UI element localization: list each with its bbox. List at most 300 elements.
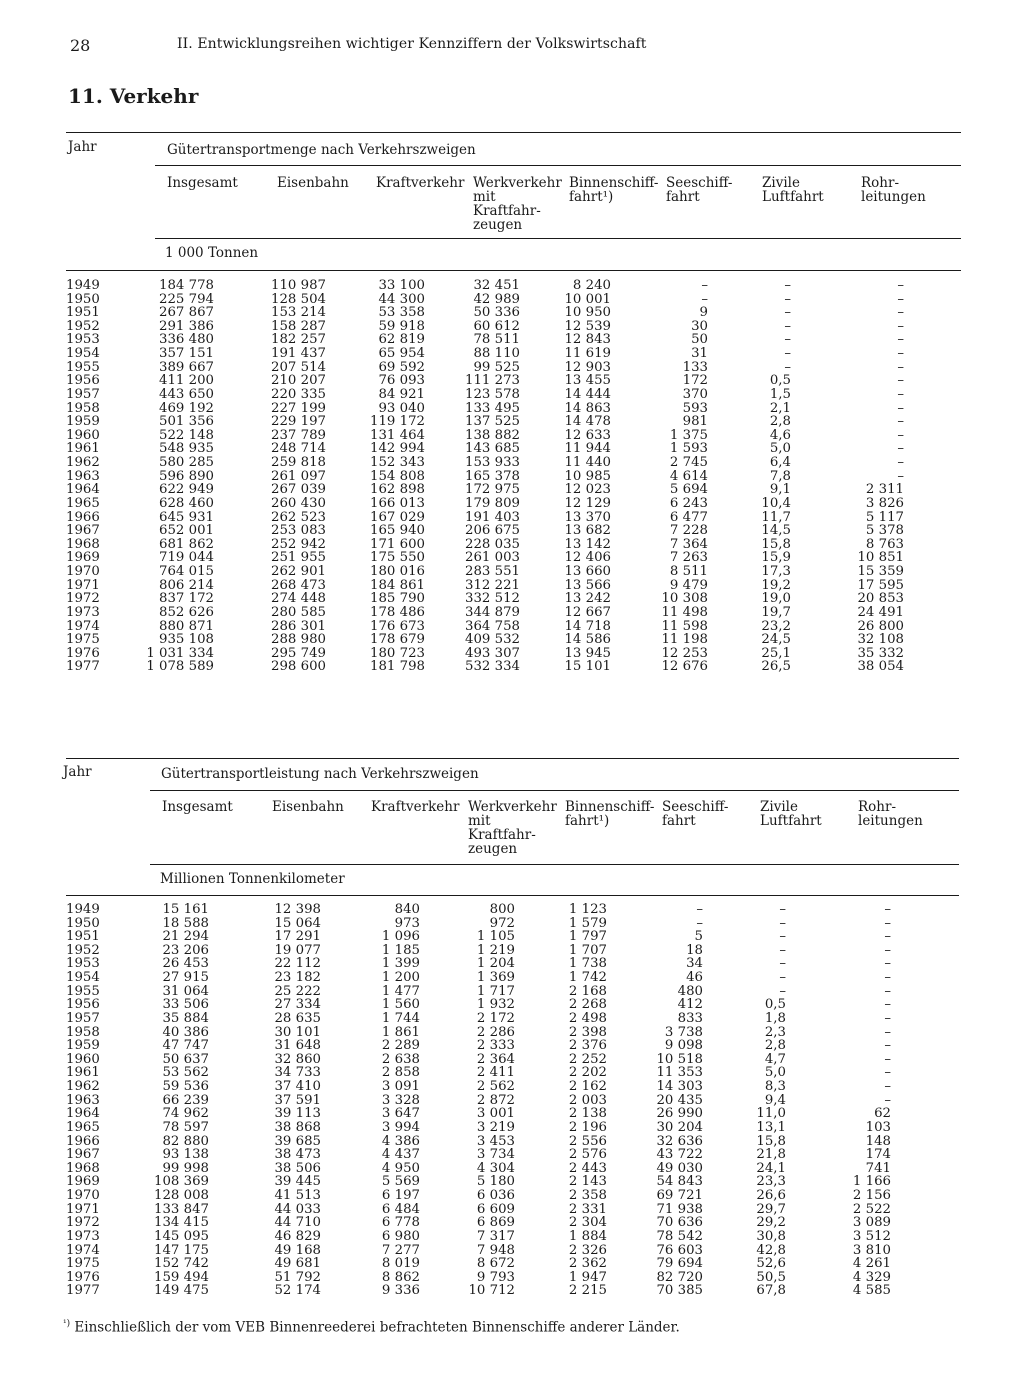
cell-binnenschiffahrt: 12 129 (564, 495, 611, 511)
running-head-title: II. Entwicklungsreihen wichtiger Kennziffern der Volkswirtschaft (177, 36, 647, 52)
cell-eisenbahn: 267 039 (271, 482, 326, 498)
cell-seeschiffahrt: 593 (682, 400, 708, 416)
cell-year: 1958 (66, 400, 100, 416)
cell-eisenbahn: 28 635 (274, 1010, 321, 1026)
table-header-bottom-rule (66, 270, 961, 271)
cell-werkverkehr: 312 221 (465, 577, 520, 593)
cell-binnenschiffahrt: 13 682 (564, 523, 611, 539)
cell-zivile-luftfahrt: 2,1 (769, 400, 791, 416)
cell-eisenbahn: 220 335 (271, 386, 326, 402)
cell-eisenbahn: 210 207 (271, 373, 326, 389)
cell-werkverkehr: 8 672 (476, 1256, 515, 1272)
cell-binnenschiffahrt: 12 633 (564, 427, 611, 443)
cell-seeschiffahrt: 9 (699, 305, 708, 321)
cell-seeschiffahrt: – (696, 902, 703, 917)
cell-kraftverkehr: 7 277 (381, 1242, 420, 1258)
cell-rohrleitungen: 26 800 (857, 618, 904, 634)
cell-eisenbahn: 17 291 (274, 929, 321, 945)
cell-seeschiffahrt: 11 198 (661, 632, 708, 648)
cell-binnenschiffahrt: 15 101 (564, 659, 611, 675)
cell-year: 1962 (66, 1079, 100, 1095)
table-row (0, 415, 1024, 429)
cell-year: 1955 (66, 359, 100, 375)
cell-zivile-luftfahrt: 5,0 (764, 1065, 786, 1081)
table-row (0, 1012, 1024, 1026)
table-row (0, 402, 1024, 416)
cell-werkverkehr: 3 001 (476, 1106, 515, 1122)
cell-binnenschiffahrt: 2 443 (568, 1160, 607, 1176)
cell-kraftverkehr: 1 185 (381, 942, 420, 958)
cell-zivile-luftfahrt: 17,3 (761, 564, 791, 580)
cell-seeschiffahrt: 82 720 (656, 1269, 703, 1285)
col-header-seeschiffahrt: Seeschiff- fahrt (662, 799, 729, 829)
cell-zivile-luftfahrt: – (784, 305, 791, 321)
cell-seeschiffahrt: 11 498 (661, 604, 708, 620)
cell-year: 1970 (66, 1188, 100, 1204)
cell-eisenbahn: 268 473 (271, 577, 326, 593)
cell-zivile-luftfahrt: 52,6 (756, 1256, 786, 1272)
cell-werkverkehr: 972 (489, 915, 515, 931)
unit-rule-top (150, 864, 959, 865)
cell-kraftverkehr: 4 950 (381, 1160, 420, 1176)
cell-werkverkehr: 2 411 (476, 1065, 515, 1081)
cell-insgesamt: 18 588 (162, 915, 209, 931)
cell-year: 1974 (66, 618, 100, 634)
table-row (0, 998, 1024, 1012)
cell-kraftverkehr: 8 862 (381, 1269, 420, 1285)
cell-zivile-luftfahrt: 19,0 (761, 591, 791, 607)
cell-kraftverkehr: 2 858 (381, 1065, 420, 1081)
cell-rohrleitungen: – (884, 902, 891, 917)
cell-eisenbahn: 153 214 (271, 305, 326, 321)
cell-insgesamt: 389 667 (159, 359, 214, 375)
cell-kraftverkehr: 6 778 (381, 1215, 420, 1231)
cell-eisenbahn: 44 033 (274, 1201, 321, 1217)
cell-zivile-luftfahrt: 0,5 (764, 997, 786, 1013)
cell-werkverkehr: 409 532 (465, 632, 520, 648)
cell-binnenschiffahrt: 1 738 (568, 956, 607, 972)
table-row (0, 429, 1024, 443)
cell-eisenbahn: 128 504 (271, 291, 326, 307)
cell-werkverkehr: 283 551 (465, 564, 520, 580)
cell-zivile-luftfahrt: 30,8 (756, 1228, 786, 1244)
cell-kraftverkehr: 6 197 (381, 1188, 420, 1204)
cell-kraftverkehr: 973 (394, 915, 420, 931)
cell-year: 1970 (66, 564, 100, 580)
cell-zivile-luftfahrt: – (784, 346, 791, 362)
cell-werkverkehr: 2 364 (476, 1051, 515, 1067)
cell-seeschiffahrt: 34 (686, 956, 703, 972)
cell-zivile-luftfahrt: – (779, 915, 786, 931)
cell-insgesamt: 291 386 (159, 318, 214, 334)
cell-binnenschiffahrt: 13 660 (564, 564, 611, 580)
cell-zivile-luftfahrt: – (784, 291, 791, 307)
table-row (0, 524, 1024, 538)
table-top-rule (66, 758, 959, 759)
cell-werkverkehr: 1 369 (476, 970, 515, 986)
cell-zivile-luftfahrt: 42,8 (756, 1242, 786, 1258)
cell-werkverkehr: 2 172 (476, 1010, 515, 1026)
page-number: 28 (70, 36, 91, 55)
cell-seeschiffahrt: 3 738 (664, 1024, 703, 1040)
cell-insgesamt: 149 475 (154, 1283, 209, 1299)
cell-seeschiffahrt: 9 098 (664, 1038, 703, 1054)
cell-eisenbahn: 288 980 (271, 632, 326, 648)
cell-zivile-luftfahrt: 9,1 (769, 482, 791, 498)
cell-year: 1975 (66, 632, 100, 648)
table-row (0, 470, 1024, 484)
cell-binnenschiffahrt: 14 478 (564, 414, 611, 430)
col-header-werkverkehr: Werkverkehr mit Kraftfahr- zeugen (468, 799, 557, 857)
cell-werkverkehr: 6 609 (476, 1201, 515, 1217)
table-row (0, 579, 1024, 593)
cell-insgesamt: 935 108 (159, 632, 214, 648)
cell-insgesamt: 411 200 (159, 373, 214, 389)
cell-rohrleitungen: – (897, 291, 904, 307)
unit-label: 1 000 Tonnen (165, 245, 259, 261)
cell-seeschiffahrt: 26 990 (656, 1106, 703, 1122)
cell-werkverkehr: 2 286 (476, 1024, 515, 1040)
cell-insgesamt: 66 239 (162, 1092, 209, 1108)
cell-binnenschiffahrt: 10 950 (564, 305, 611, 321)
cell-kraftverkehr: 65 954 (378, 346, 425, 362)
cell-werkverkehr: 133 495 (465, 400, 520, 416)
cell-zivile-luftfahrt: 21,8 (756, 1147, 786, 1163)
cell-kraftverkehr: 176 673 (370, 618, 425, 634)
cell-binnenschiffahrt: 2 376 (568, 1038, 607, 1054)
cell-binnenschiffahrt: 1 742 (568, 970, 607, 986)
cell-seeschiffahrt: 133 (682, 359, 708, 375)
cell-zivile-luftfahrt: 11,7 (761, 509, 791, 525)
section-title: 11. Verkehr (68, 84, 199, 108)
cell-zivile-luftfahrt: 0,5 (769, 373, 791, 389)
col-header-insgesamt: Insgesamt (162, 799, 233, 815)
cell-eisenbahn: 44 710 (274, 1215, 321, 1231)
cell-seeschiffahrt: – (696, 915, 703, 931)
cell-rohrleitungen: 15 359 (857, 564, 904, 580)
cell-werkverkehr: 88 110 (473, 346, 520, 362)
cell-binnenschiffahrt: 14 444 (564, 386, 611, 402)
cell-binnenschiffahrt: 2 143 (568, 1174, 607, 1190)
cell-seeschiffahrt: 14 303 (656, 1079, 703, 1095)
cell-year: 1972 (66, 1215, 100, 1231)
cell-werkverkehr: 1 717 (476, 983, 515, 999)
table-row (0, 1271, 1024, 1285)
table-row (0, 388, 1024, 402)
cell-werkverkehr: 6 869 (476, 1215, 515, 1231)
cell-zivile-luftfahrt: 2,8 (769, 414, 791, 430)
cell-eisenbahn: 295 749 (271, 645, 326, 661)
cell-kraftverkehr: 1 744 (381, 1010, 420, 1026)
cell-binnenschiffahrt: 12 539 (564, 318, 611, 334)
cell-seeschiffahrt: 70 636 (656, 1215, 703, 1231)
cell-year: 1969 (66, 550, 100, 566)
cell-insgesamt: 78 597 (162, 1119, 209, 1135)
cell-insgesamt: 93 138 (162, 1147, 209, 1163)
cell-binnenschiffahrt: 12 843 (564, 332, 611, 348)
table-row (0, 538, 1024, 552)
cell-eisenbahn: 22 112 (274, 956, 321, 972)
cell-kraftverkehr: 165 940 (370, 523, 425, 539)
col-header-zivile-luftfahrt: Zivile Luftfahrt (762, 175, 824, 205)
cell-zivile-luftfahrt: – (779, 956, 786, 972)
cell-kraftverkehr: 171 600 (370, 536, 425, 552)
cell-eisenbahn: 52 174 (274, 1283, 321, 1299)
cell-kraftverkehr: 8 019 (381, 1256, 420, 1272)
cell-binnenschiffahrt: 2 268 (568, 997, 607, 1013)
cell-rohrleitungen: – (897, 305, 904, 321)
cell-insgesamt: 134 415 (154, 1215, 209, 1231)
cell-insgesamt: 880 871 (159, 618, 214, 634)
cell-insgesamt: 27 915 (162, 970, 209, 986)
cell-seeschiffahrt: 49 030 (656, 1160, 703, 1176)
footnote (63, 1319, 680, 1336)
cell-insgesamt: 596 890 (159, 468, 214, 484)
cell-kraftverkehr: 3 647 (381, 1106, 420, 1122)
cell-werkverkehr: 111 273 (465, 373, 520, 389)
cell-year: 1958 (66, 1024, 100, 1040)
table-header-bottom-rule (66, 895, 959, 896)
cell-insgesamt: 108 369 (154, 1174, 209, 1190)
cell-eisenbahn: 248 714 (271, 441, 326, 457)
cell-binnenschiffahrt: 1 884 (568, 1228, 607, 1244)
cell-kraftverkehr: 6 484 (381, 1201, 420, 1217)
table-row (0, 592, 1024, 606)
cell-kraftverkehr: 53 358 (378, 305, 425, 321)
cell-kraftverkehr: 62 819 (378, 332, 425, 348)
cell-kraftverkehr: 76 093 (378, 373, 425, 389)
cell-seeschiffahrt: 1 375 (669, 427, 708, 443)
cell-eisenbahn: 262 901 (271, 564, 326, 580)
cell-year: 1950 (66, 915, 100, 931)
cell-seeschiffahrt: 78 542 (656, 1228, 703, 1244)
cell-year: 1967 (66, 523, 100, 539)
cell-year: 1953 (66, 956, 100, 972)
table-row (0, 1094, 1024, 1108)
cell-eisenbahn: 260 430 (271, 495, 326, 511)
cell-year: 1967 (66, 1147, 100, 1163)
cell-year: 1976 (66, 645, 100, 661)
cell-eisenbahn: 286 301 (271, 618, 326, 634)
cell-insgesamt: 159 494 (154, 1269, 209, 1285)
cell-kraftverkehr: 185 790 (370, 591, 425, 607)
cell-eisenbahn: 41 513 (274, 1188, 321, 1204)
cell-insgesamt: 469 192 (159, 400, 214, 416)
cell-year: 1965 (66, 1119, 100, 1135)
table-row (0, 620, 1024, 634)
cell-eisenbahn: 252 942 (271, 536, 326, 552)
cell-werkverkehr: 42 989 (473, 291, 520, 307)
cell-rohrleitungen: – (897, 441, 904, 457)
table-row (0, 660, 1024, 674)
cell-rohrleitungen: – (884, 1038, 891, 1054)
table-row (0, 985, 1024, 999)
cell-binnenschiffahrt: 2 358 (568, 1188, 607, 1204)
cell-binnenschiffahrt: 2 252 (568, 1051, 607, 1067)
cell-year: 1959 (66, 1038, 100, 1054)
col-header-seeschiffahrt: Seeschiff- fahrt (666, 175, 733, 205)
table-row (0, 1066, 1024, 1080)
cell-rohrleitungen: – (884, 1024, 891, 1040)
cell-insgesamt: 74 962 (162, 1106, 209, 1122)
cell-kraftverkehr: 178 679 (370, 632, 425, 648)
cell-rohrleitungen: – (884, 970, 891, 986)
cell-zivile-luftfahrt: 19,7 (761, 604, 791, 620)
cell-seeschiffahrt: 7 228 (669, 523, 708, 539)
cell-binnenschiffahrt: 10 001 (564, 291, 611, 307)
cell-year: 1956 (66, 997, 100, 1013)
table-group-title: Gütertransportleistung nach Verkehrszweigen (161, 766, 479, 782)
cell-kraftverkehr: 162 898 (370, 482, 425, 498)
cell-eisenbahn: 229 197 (271, 414, 326, 430)
cell-rohrleitungen: – (897, 455, 904, 471)
cell-kraftverkehr: 3 994 (381, 1119, 420, 1135)
cell-year: 1949 (66, 278, 100, 293)
cell-rohrleitungen: 4 585 (852, 1283, 891, 1299)
table-row (0, 633, 1024, 647)
cell-eisenbahn: 30 101 (274, 1024, 321, 1040)
cell-insgesamt: 35 884 (162, 1010, 209, 1026)
table-row (0, 917, 1024, 931)
table-row (0, 1175, 1024, 1189)
cell-kraftverkehr: 4 437 (381, 1147, 420, 1163)
col-header-rohrleitungen: Rohr- leitungen (861, 175, 926, 205)
cell-seeschiffahrt: 31 (691, 346, 708, 362)
cell-insgesamt: 26 453 (162, 956, 209, 972)
cell-binnenschiffahrt: 14 863 (564, 400, 611, 416)
cell-eisenbahn: 39 445 (274, 1174, 321, 1190)
cell-eisenbahn: 32 860 (274, 1051, 321, 1067)
cell-eisenbahn: 39 113 (274, 1106, 321, 1122)
table-row (0, 483, 1024, 497)
cell-seeschiffahrt: 4 614 (669, 468, 708, 484)
cell-rohrleitungen: 3 826 (865, 495, 904, 511)
cell-rohrleitungen: – (897, 468, 904, 484)
cell-eisenbahn: 34 733 (274, 1065, 321, 1081)
cell-rohrleitungen: – (884, 1051, 891, 1067)
cell-kraftverkehr: 69 592 (378, 359, 425, 375)
cell-rohrleitungen: 3 512 (852, 1228, 891, 1244)
cell-werkverkehr: 1 105 (476, 929, 515, 945)
cell-eisenbahn: 227 199 (271, 400, 326, 416)
cell-zivile-luftfahrt: 1,8 (764, 1010, 786, 1026)
cell-rohrleitungen: – (884, 983, 891, 999)
cell-kraftverkehr: 3 328 (381, 1092, 420, 1108)
cell-binnenschiffahrt: 13 455 (564, 373, 611, 389)
cell-insgesamt: 53 562 (162, 1065, 209, 1081)
table-row (0, 497, 1024, 511)
cell-seeschiffahrt: – (701, 291, 708, 307)
cell-insgesamt: 806 214 (159, 577, 214, 593)
group-rule (155, 165, 961, 166)
cell-werkverkehr: 99 525 (473, 359, 520, 375)
cell-insgesamt: 652 001 (159, 523, 214, 539)
table-row (0, 551, 1024, 565)
cell-werkverkehr: 2 872 (476, 1092, 515, 1108)
table-row (0, 944, 1024, 958)
cell-eisenbahn: 51 792 (274, 1269, 321, 1285)
cell-rohrleitungen: 2 522 (852, 1201, 891, 1217)
cell-seeschiffahrt: 9 479 (669, 577, 708, 593)
table-row (0, 647, 1024, 661)
cell-rohrleitungen: – (897, 400, 904, 416)
cell-kraftverkehr: 84 921 (378, 386, 425, 402)
cell-seeschiffahrt: 370 (682, 386, 708, 402)
cell-binnenschiffahrt: 2 003 (568, 1092, 607, 1108)
cell-zivile-luftfahrt: 24,5 (761, 632, 791, 648)
cell-year: 1960 (66, 1051, 100, 1067)
cell-werkverkehr: 165 378 (465, 468, 520, 484)
cell-seeschiffahrt: 2 745 (669, 455, 708, 471)
cell-kraftverkehr: 154 808 (370, 468, 425, 484)
cell-zivile-luftfahrt: 29,7 (756, 1201, 786, 1217)
cell-rohrleitungen: 2 311 (865, 482, 904, 498)
cell-year: 1964 (66, 482, 100, 498)
cell-zivile-luftfahrt: 2,8 (764, 1038, 786, 1054)
col-header-eisenbahn: Eisenbahn (272, 799, 344, 815)
cell-werkverkehr: 6 036 (476, 1188, 515, 1204)
cell-year: 1971 (66, 577, 100, 593)
group-rule (150, 790, 959, 791)
cell-binnenschiffahrt: 1 707 (568, 942, 607, 958)
cell-binnenschiffahrt: 2 162 (568, 1079, 607, 1095)
cell-eisenbahn: 25 222 (274, 983, 321, 999)
cell-eisenbahn: 37 410 (274, 1079, 321, 1095)
cell-werkverkehr: 137 525 (465, 414, 520, 430)
cell-insgesamt: 681 862 (159, 536, 214, 552)
cell-kraftverkehr: 840 (394, 902, 420, 917)
cell-insgesamt: 128 008 (154, 1188, 209, 1204)
cell-year: 1951 (66, 929, 100, 945)
cell-year: 1961 (66, 441, 100, 457)
cell-eisenbahn: 49 681 (274, 1256, 321, 1272)
cell-year: 1961 (66, 1065, 100, 1081)
cell-eisenbahn: 253 083 (271, 523, 326, 539)
table-row (0, 606, 1024, 620)
cell-zivile-luftfahrt: – (779, 970, 786, 986)
cell-werkverkehr: 123 578 (465, 386, 520, 402)
cell-zivile-luftfahrt: – (779, 983, 786, 999)
cell-seeschiffahrt: 412 (677, 997, 703, 1013)
cell-zivile-luftfahrt: – (784, 278, 791, 293)
cell-kraftverkehr: 1 200 (381, 970, 420, 986)
cell-kraftverkehr: 9 336 (381, 1283, 420, 1299)
cell-year: 1950 (66, 291, 100, 307)
cell-insgesamt: 852 626 (159, 604, 214, 620)
col-header-zivile-luftfahrt: Zivile Luftfahrt (760, 799, 822, 829)
cell-zivile-luftfahrt: 23,2 (761, 618, 791, 634)
cell-insgesamt: 764 015 (159, 564, 214, 580)
cell-zivile-luftfahrt: – (779, 902, 786, 917)
cell-insgesamt: 357 151 (159, 346, 214, 362)
cell-werkverkehr: 179 809 (465, 495, 520, 511)
cell-year: 1962 (66, 455, 100, 471)
cell-eisenbahn: 37 591 (274, 1092, 321, 1108)
cell-insgesamt: 133 847 (154, 1201, 209, 1217)
cell-rohrleitungen: 148 (865, 1133, 891, 1149)
cell-insgesamt: 31 064 (162, 983, 209, 999)
cell-eisenbahn: 298 600 (271, 659, 326, 675)
cell-kraftverkehr: 178 486 (370, 604, 425, 620)
footnote-marker: ¹) (63, 1319, 71, 1329)
cell-binnenschiffahrt: 1 579 (568, 915, 607, 931)
cell-eisenbahn: 191 437 (271, 346, 326, 362)
cell-zivile-luftfahrt: 10,4 (761, 495, 791, 511)
cell-rohrleitungen: 24 491 (857, 604, 904, 620)
cell-seeschiffahrt: 32 636 (656, 1133, 703, 1149)
cell-rohrleitungen: – (897, 386, 904, 402)
cell-rohrleitungen: 3 089 (852, 1215, 891, 1231)
